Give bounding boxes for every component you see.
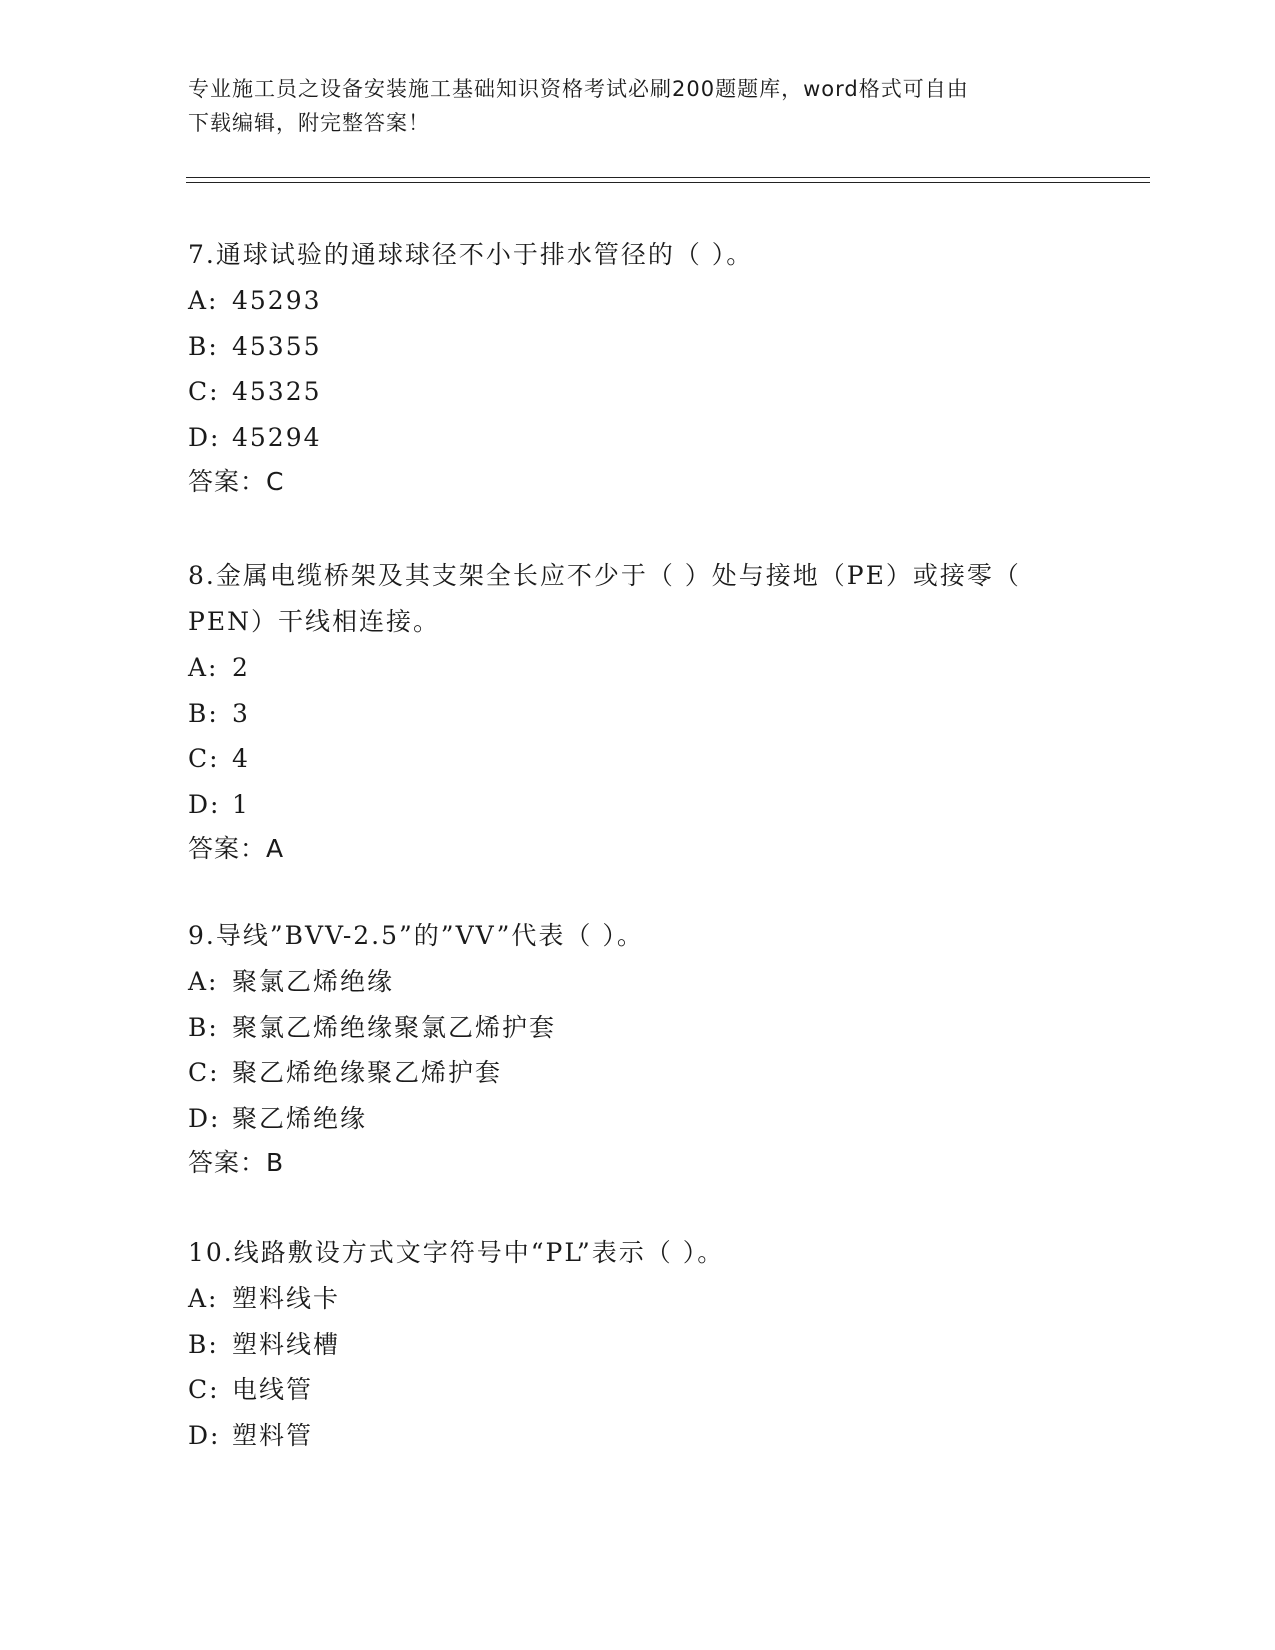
question-stem: 7.通球试验的通球球径不小于排水管径的（ ）。: [188, 240, 754, 269]
option-a: [188, 1276, 1088, 1322]
option-letter: C:: [188, 377, 220, 406]
option-c: [188, 369, 1088, 415]
option-text: 塑料管: [232, 1420, 314, 1450]
header-divider-bottom: [186, 182, 1150, 183]
option-letter: C:: [188, 744, 220, 773]
option-text: 1: [232, 789, 250, 819]
option-d: [188, 1413, 1088, 1459]
option-letter: B:: [188, 1329, 219, 1359]
option-d: [188, 782, 1088, 828]
option-letter: D:: [188, 789, 221, 819]
option-letter: D:: [188, 1103, 221, 1133]
option-text: 45293: [232, 286, 322, 315]
option-letter: C:: [188, 1375, 220, 1404]
option-d: [188, 1096, 1088, 1142]
option-letter: B:: [188, 698, 219, 728]
question-7: [188, 232, 1088, 504]
header-divider-top: [186, 177, 1150, 178]
header-title-line-1: 专业施工员之设备安装施工基础知识资格考试必刷200题题库，word格式可自由: [188, 77, 969, 101]
option-a: [188, 959, 1088, 1005]
question-stem: 10.线路敷设方式文字符号中“PL”表示（ ）。: [188, 1238, 725, 1267]
document-header: [188, 72, 1088, 140]
option-text: 45294: [232, 422, 322, 452]
option-letter: D:: [188, 1420, 221, 1450]
option-text: 45325: [232, 377, 322, 406]
option-b: [188, 691, 1088, 737]
option-c: [188, 736, 1088, 782]
answer-line: 答案：B: [188, 1148, 285, 1177]
option-letter: A:: [188, 1284, 219, 1313]
question-9: [188, 913, 1088, 1185]
option-text: 45355: [232, 331, 322, 361]
option-letter: D:: [188, 422, 221, 452]
answer-line: 答案：A: [188, 834, 285, 863]
option-d: [188, 415, 1088, 461]
option-c: [188, 1050, 1088, 1096]
question-8: [188, 553, 1088, 871]
option-text: 聚乙烯绝缘聚乙烯护套: [232, 1058, 503, 1087]
question-10: [188, 1230, 1088, 1458]
question-stem-line-2: PEN）干线相连接。: [188, 607, 440, 636]
question-stem-line-1: 8.金属电缆桥架及其支架全长应不少于（ ）处与接地（PE）或接零（: [188, 561, 1021, 590]
option-text: 聚乙烯绝缘: [232, 1103, 368, 1133]
option-text: 聚氯乙烯绝缘聚氯乙烯护套: [232, 1012, 557, 1042]
option-letter: C:: [188, 1058, 220, 1087]
option-a: [188, 278, 1088, 324]
option-text: 塑料线卡: [232, 1284, 341, 1313]
question-stem: 9.导线”BVV-2.5”的”VV”代表（ ）。: [188, 921, 644, 950]
option-letter: A:: [188, 967, 219, 996]
option-letter: A:: [188, 286, 219, 315]
option-c: [188, 1367, 1088, 1413]
option-text: 聚氯乙烯绝缘: [232, 967, 395, 996]
option-text: 3: [232, 698, 250, 728]
option-b: [188, 1005, 1088, 1051]
option-b: [188, 324, 1088, 370]
header-title-line-2: 下载编辑，附完整答案！: [188, 111, 430, 135]
option-letter: B:: [188, 1012, 219, 1042]
option-text: 4: [232, 744, 250, 773]
option-text: 塑料线槽: [232, 1329, 341, 1359]
option-letter: B:: [188, 331, 219, 361]
option-text: 电线管: [232, 1375, 314, 1404]
option-b: [188, 1322, 1088, 1368]
option-text: 2: [232, 653, 250, 682]
answer-line: 答案：C: [188, 467, 285, 496]
option-letter: A:: [188, 653, 219, 682]
option-a: [188, 645, 1088, 691]
